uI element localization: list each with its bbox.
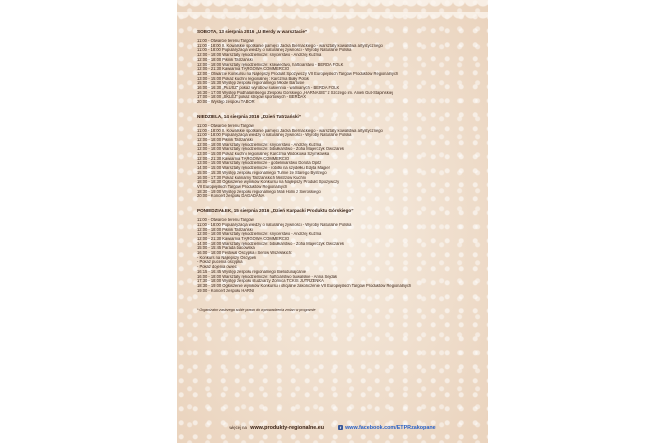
program-poster [177,0,488,443]
schedule-line: 11:00 - 18:00 Popularyzacja wiedzy o naturalnej żywności - Wyroby Naturalne Polska [197,48,352,53]
schedule-line: 11:00 - Otwarcie terenu Targów [197,218,254,223]
poster-footer [177,412,488,443]
section-gap [197,199,473,205]
footnote: * Organizator zastrzega sobie prawo do wprowadzenia zmian w programie [197,308,316,313]
schedule-line: 13:00 - 15:00 Pokaz kuchni regionalnej : Karczma Biały Potok [197,76,309,81]
schedule-line: 11:00 - 18:00 Popularyzacja wiedzy o naturalnej żywności - Wyroby Naturalne Polska [197,222,352,227]
day-header: SOBOTA, 13 sierpnia 2016 „U Berdy w warsztacie” [197,29,308,34]
schedule-line: 11:00 - Otwarcie terenu Targów [197,123,254,128]
schedule-line: 18:30 - 19:00 Ogłoszenie wyników Konkursu i oficjalne zakończenie VII Europejskich Targów Produktów Regionalnych [197,283,412,288]
schedule-line: - Konkurs na Najlepszy Oscypek [197,255,257,260]
schedule-line: 11:00 - 18:00 II. Kowalskie spotkanie pamięci Jacka Biernackiego - warsztaty kowalstwa artystycznego [197,128,383,133]
website-url: www.produkty-regionalne.eu [250,424,325,431]
facebook-url: www.facebook.com/ETPRzakopane [345,424,436,431]
facebook-link[interactable] [338,425,436,431]
schedule-line: 12:00 - 18:00 Piknik Tatrzański [197,57,253,62]
day-header: PONIEDZIAŁEK, 15 sierpnia 2016 „Dzień Karpacki Produktu Górskiego” [197,208,354,214]
schedule-line: 17:00 - 18:00 „SKLEJ” pokaz strojów sportowych - BERDAX [197,95,306,100]
schedule-line: 12:00 - 21:30 Kawiarnia TĄRGOWA COMMERCIO [197,67,290,72]
schedule-line: 12:00 - 18:00 Warsztaty rękodzielnicze: krawiectwo, haftciarstwo - BERDA FOLK [197,62,344,67]
program-content [197,26,473,312]
schedule-line: 17:30 - 18:00 Występ zespołu studziarzy Zornica TCKIS JUTRZENKA [197,279,324,284]
schedule-line: 16:00 - 18:00 Warsztaty rękodzielnicze: haftciarstwo tiuwalskie - Anna Sejdak [197,274,338,279]
schedule-line: 11:00 - Otwarcie terenu Targów [197,39,254,43]
schedule-line: 12:00 - 18:00 Warsztaty rękodzielnicze: snycerstwo - Andrzej Kuźma [197,142,322,147]
schedule-line: 11:00 - 18:00 Popularyzacja wiedzy o naturalnej żywności - Wyroby Naturalne Polska [197,133,352,138]
schedule-line: 20:00 - Koncert zespołu DAGADANA [197,194,265,199]
section-gap [197,105,473,111]
schedule-line: 16:15 - 16:45 Występ zespołu regionalnego Bielodunajcanie [197,269,306,274]
schedule-line: 18:30 - 19:00 Występ zespołu regionalnego Mali Holni z Sieroskiego [197,189,321,194]
schedule-line: 15:00 - 15:30 Występ zespołu regionalnego Młode Bartusie [197,81,305,86]
schedule-line: 16:00 - 17:30 Pokaz kulinarny Tatrzańskich Mistrzów Kuchni [197,175,306,180]
schedule-line: 16:00 - 16:30 „PŁUSZ” pokaz wyrobów sukiennia - walnianych - BERDA FOLK [197,86,340,91]
schedule-line: - Pokaz dojenia owiec [197,265,237,270]
schedule-line: 19:00 - Koncert zespołu HARNI [197,288,255,293]
lace-border-decoration [177,0,488,24]
schedule-line: 12:00 - 21:30 Kawiarnia TĄRGOWA COMMERCIO [197,156,290,161]
schedule-line: 12:00 - 18:00 Warsztaty rękodzielnicze: snycerstwo - Andrzej Kuźma [197,53,322,58]
schedule-line: 13:00 - 15:00 Pokaz kuchni regionalnej: Karczma Widokowa Szymkówka [197,152,330,157]
website-link[interactable] [229,425,324,431]
schedule-line: - Pokaz pucenia oscypka [197,260,243,265]
schedule-line: 12:00 - 18:00 Piknik Tatrzański [197,227,253,232]
schedule-line: 12:00 - Otwarcie Konkursu na Najlepszy Produkt Spożywczy VII Europejskich Targów Produktów Regionalnych [197,71,399,76]
schedule-line: 16:30 - 17:00 Występ Podhalańskiego Zespołu Górskiego „HARNASIE” z Szczego im. Anieli Gut-Stapińskiej [197,90,393,95]
day-header: NIEDZIELA, 14 sierpnia 2016 „Dzień Tatrzański” [197,113,302,119]
schedule-line: 11:00 - 18:00 II. Kowalskie spotkanie pamięci Jacka Biernackiego - warsztaty kowalstwa artystycznego [197,43,383,48]
schedule-line: 18:00 - 18:30 Ogłoszenie wyników Konkursu na Najlepszy Produkt Spożywczy [197,180,340,185]
section-gap [197,293,473,299]
schedule-line: 12:00 - 18:00 Warsztaty rękodzielnicze: bibułkarstwo - Zofia Majerczyk Owczarek [197,147,345,152]
schedule-line: 20:00 - Występ zespołu TABOR [197,100,255,105]
schedule-line: 13:00 - 15:00 Warsztaty rękodzielnicze - gobeliniarstwo Dorota Opitz [197,161,322,166]
schedule-line: 12:00 - 18:00 Piknik Tatrzański [197,137,253,142]
schedule-line: 16:00 - 18:00 Festiwal Oscypka i Serów Wszełakich: [197,251,293,256]
schedule-line: 12:00 - 21:30 Kawiarnia TĄRGOWA COMMERCIO [197,236,290,241]
schedule-line: 15:00 - 15:30 Występ zespołu regionalnego Turnie ze Starego Bystrego [197,170,327,175]
schedule-line: VII Europejskich Targów Produktów Regionalnych [197,184,288,189]
website-prefix: więcej na [229,424,247,430]
schedule-line: 12:00 - 18:00 Warsztaty rękodzielnicze: snycerstwo - Andrzej Kuźma [197,232,322,237]
schedule-line: 14:00 - 18:00 Warsztaty rękodzielnicze: bibułkarstwo - Zofia Majerczyk Owczarek [197,241,345,246]
facebook-icon: f [339,424,342,430]
schedule-line: 14:00 - 15:00 Warsztaty rękodzielnicze - robitki na szydełku Edyta Magier [197,166,330,171]
schedule-line: 15:00 - 15:45 Parada bacowska [197,246,255,251]
